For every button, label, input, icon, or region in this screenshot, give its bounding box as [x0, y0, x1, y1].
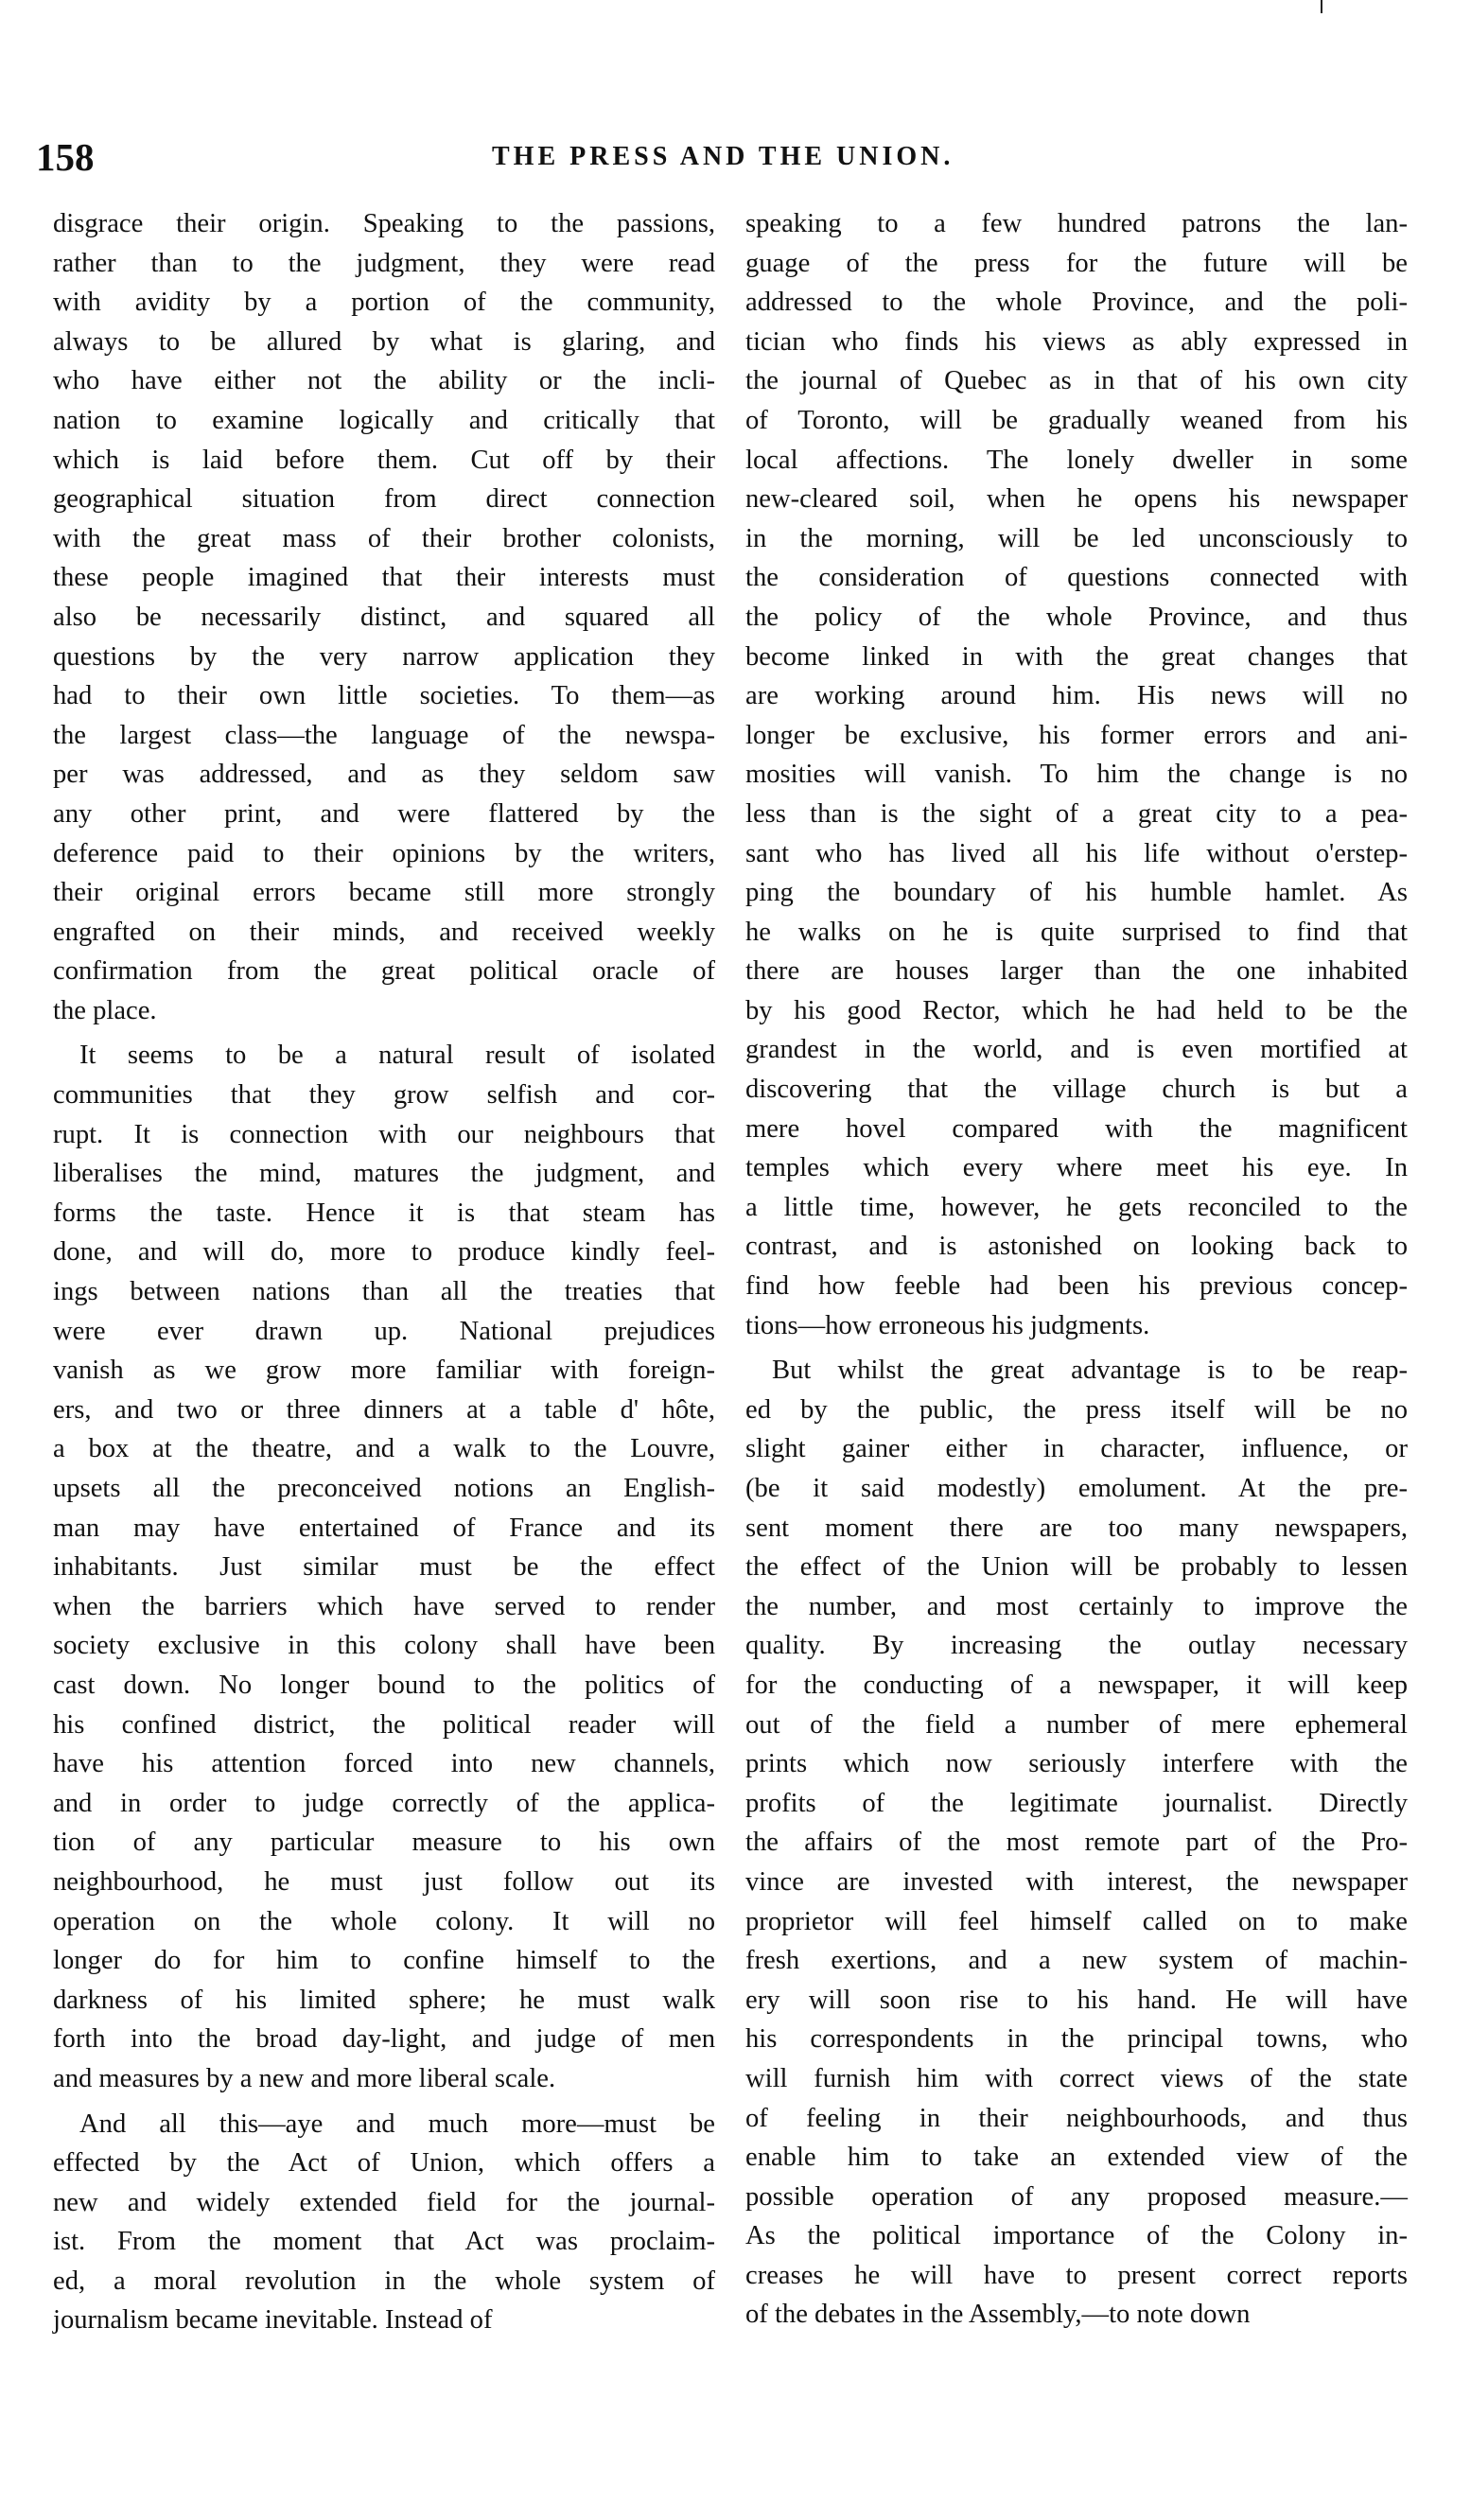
- text-line: And all this—aye and much more—must be: [79, 2109, 715, 2139]
- text-line: disgrace their origin. Speaking to the passions,: [53, 209, 715, 238]
- text-line: society exclusive in this colony shall have been: [53, 1631, 715, 1661]
- text-line: profits of the legitimate journalist. Directly: [745, 1788, 1408, 1818]
- scan-mark: [1321, 0, 1322, 13]
- text-line: vince are invested with interest, the newspaper: [745, 1866, 1408, 1897]
- text-line: inhabitants. Just similar must be the effect: [53, 1552, 715, 1583]
- text-line: a box at the theatre, and a walk to the Louvre,: [53, 1434, 715, 1464]
- text-line: guage of the press for the future will be: [745, 248, 1408, 278]
- text-line: confirmation from the great political oracle of: [53, 956, 715, 987]
- text-line: upsets all the preconceived notions an English-: [53, 1474, 715, 1503]
- text-line: out of the field a number of mere ephemeral: [745, 1709, 1408, 1740]
- text-line: the effect of the Union will be probably to lessen: [745, 1552, 1408, 1583]
- text-line: proprietor will feel himself called on to make: [745, 1906, 1408, 1936]
- text-line: engrafted on their minds, and received weekly: [53, 917, 715, 947]
- text-line: of feeling in their neighbourhoods, and thus: [745, 2103, 1408, 2133]
- text-line: questions by the very narrow application they: [53, 641, 715, 672]
- text-line: the place.: [53, 995, 157, 1025]
- text-line: when the barriers which have served to render: [53, 1591, 715, 1621]
- text-line: prints which now seriously interfere with the: [745, 1749, 1408, 1779]
- text-line: man may have entertained of France and its: [53, 1513, 715, 1543]
- text-line: rather than to the judgment, they were read: [53, 248, 715, 278]
- page-number: 158: [36, 135, 95, 179]
- text-line: But whilst the great advantage is to be reap-: [772, 1356, 1408, 1386]
- text-line: tions—how erroneous his judgments.: [745, 1310, 1150, 1340]
- text-line: with the great mass of their brother colonists,: [53, 523, 715, 553]
- text-line: and measures by a new and more liberal scale.: [53, 2063, 556, 2093]
- text-line: ping the boundary of his humble hamlet. As: [745, 878, 1408, 908]
- text-line: quality. By increasing the outlay necessary: [745, 1631, 1408, 1661]
- text-line: rupt. It is connection with our neighbours that: [53, 1119, 715, 1149]
- text-line: are working around him. His news will no: [745, 681, 1408, 711]
- text-line: forth into the broad day-light, and judge of men: [53, 2024, 715, 2055]
- text-line: vanish as we grow more familiar with foreign-: [53, 1356, 715, 1386]
- text-line: sant who has lived all his life without o'erstep-: [745, 838, 1408, 868]
- text-line: any other print, and were flattered by the: [53, 798, 715, 829]
- text-line: discovering that the village church is but a: [745, 1075, 1408, 1105]
- text-line: darkness of his limited sphere; he must walk: [53, 1985, 715, 2015]
- text-line: done, and will do, more to produce kindly feel-: [53, 1237, 715, 1268]
- text-line: ery will soon rise to his hand. He will have: [745, 1985, 1408, 2015]
- text-line: will furnish him with correct views of the state: [745, 2063, 1408, 2093]
- text-line: It seems to be a natural result of isolated: [79, 1041, 715, 1071]
- text-line: their original errors became still more strongly: [53, 878, 715, 908]
- text-line: forms the taste. Hence it is that steam has: [53, 1198, 715, 1228]
- text-line: ed by the public, the press itself will be no: [745, 1394, 1408, 1425]
- text-line: with avidity by a portion of the community,: [53, 288, 715, 318]
- text-line: who have either not the ability or the incli-: [53, 366, 715, 396]
- text-line: these people imagined that their interests must: [53, 563, 715, 593]
- text-line: ist. From the moment that Act was proclaim-: [53, 2227, 715, 2257]
- text-line: there are houses larger than the one inhabited: [745, 956, 1408, 987]
- text-line: per was addressed, and as they seldom saw: [53, 760, 715, 790]
- text-line: always to be allured by what is glaring, and: [53, 326, 715, 357]
- text-line: creases he will have to present correct reports: [745, 2260, 1408, 2290]
- text-line: As the political importance of the Colony in-: [745, 2221, 1408, 2251]
- text-line: had to their own little societies. To them—as: [53, 681, 715, 711]
- text-line: neighbourhood, he must just follow out its: [53, 1866, 715, 1897]
- text-line: of Toronto, will be gradually weaned from his: [745, 405, 1408, 435]
- text-line: addressed to the whole Province, and the poli-: [745, 288, 1408, 318]
- text-line: journalism became inevitable. Instead of: [53, 2305, 493, 2336]
- text-line: a little time, however, he gets reconciled to the: [745, 1192, 1408, 1222]
- text-line: the policy of the whole Province, and thus: [745, 602, 1408, 632]
- text-line: mere hovel compared with the magnificent: [745, 1113, 1408, 1144]
- text-line: ed, a moral revolution in the whole system of: [53, 2266, 715, 2296]
- text-line: mosities will vanish. To him the change is no: [745, 760, 1408, 790]
- text-line: the largest class—the language of the newspa-: [53, 720, 715, 750]
- text-line: grandest in the world, and is even mortified at: [745, 1035, 1408, 1065]
- text-line: nation to examine logically and critically that: [53, 405, 715, 435]
- text-line: his confined district, the political reader will: [53, 1709, 715, 1740]
- text-line: liberalises the mind, matures the judgment, and: [53, 1159, 715, 1189]
- text-line: find how feeble had been his previous concep-: [745, 1271, 1408, 1302]
- right-column: [745, 204, 1408, 2335]
- text-line: become linked in with the great changes that: [745, 641, 1408, 672]
- text-line: fresh exertions, and a new system of machin-: [745, 1946, 1408, 1976]
- text-line: of the debates in the Assembly,—to note down: [745, 2300, 1251, 2330]
- text-line: tician who finds his views as ably expressed in: [745, 326, 1408, 357]
- text-line: new and widely extended field for the journal-: [53, 2187, 715, 2217]
- running-title: THE PRESS AND THE UNION.: [492, 142, 954, 171]
- text-line: less than is the sight of a great city to a pea-: [745, 798, 1408, 829]
- text-line: cast down. No longer bound to the politics of: [53, 1670, 715, 1700]
- text-line: geographical situation from direct connection: [53, 484, 715, 515]
- text-line: were ever drawn up. National prejudices: [53, 1316, 715, 1346]
- text-line: the consideration of questions connected with: [745, 563, 1408, 593]
- text-line: also be necessarily distinct, and squared all: [53, 602, 715, 632]
- text-line: sent moment there are too many newspapers,: [745, 1513, 1408, 1543]
- text-line: the journal of Quebec as in that of his own city: [745, 366, 1408, 396]
- text-line: for the conducting of a newspaper, it will keep: [745, 1670, 1408, 1700]
- text-line: speaking to a few hundred patrons the lan-: [745, 209, 1408, 238]
- text-line: ings between nations than all the treaties that: [53, 1277, 715, 1307]
- text-line: operation on the whole colony. It will no: [53, 1906, 715, 1936]
- text-line: ers, and two or three dinners at a table d' hôte,: [53, 1394, 715, 1425]
- text-line: and in order to judge correctly of the applica-: [53, 1788, 715, 1818]
- text-line: the affairs of the most remote part of the Pro-: [745, 1828, 1408, 1858]
- text-line: deference paid to their opinions by the writers,: [53, 838, 715, 868]
- text-line: by his good Rector, which he had held to be the: [745, 995, 1408, 1025]
- text-line: his correspondents in the principal towns, who: [745, 2024, 1408, 2055]
- text-line: slight gainer either in character, influence, or: [745, 1434, 1408, 1464]
- text-line: (be it said modestly) emolument. At the pre-: [745, 1474, 1408, 1503]
- text-line: longer do for him to confine himself to the: [53, 1946, 715, 1976]
- text-line: effected by the Act of Union, which offers a: [53, 2148, 715, 2179]
- text-line: in the morning, will be led unconsciously to: [745, 523, 1408, 553]
- text-line: he walks on he is quite surprised to find that: [745, 917, 1408, 947]
- text-line: longer be exclusive, his former errors and ani-: [745, 720, 1408, 750]
- text-line: communities that they grow selfish and cor-: [53, 1080, 715, 1111]
- text-line: possible operation of any proposed measure.—: [745, 2181, 1408, 2212]
- text-line: contrast, and is astonished on looking back to: [745, 1232, 1408, 1262]
- text-line: temples which every where meet his eye. In: [745, 1153, 1408, 1183]
- text-line: enable him to take an extended view of the: [745, 2143, 1408, 2173]
- text-line: the number, and most certainly to improve the: [745, 1591, 1408, 1621]
- text-line: new-cleared soil, when he opens his newspaper: [745, 484, 1408, 515]
- left-column: [53, 204, 715, 2340]
- text-line: tion of any particular measure to his own: [53, 1828, 715, 1858]
- text-line: which is laid before them. Cut off by their: [53, 445, 715, 475]
- text-line: have his attention forced into new channels,: [53, 1749, 715, 1779]
- text-line: local affections. The lonely dweller in some: [745, 445, 1408, 475]
